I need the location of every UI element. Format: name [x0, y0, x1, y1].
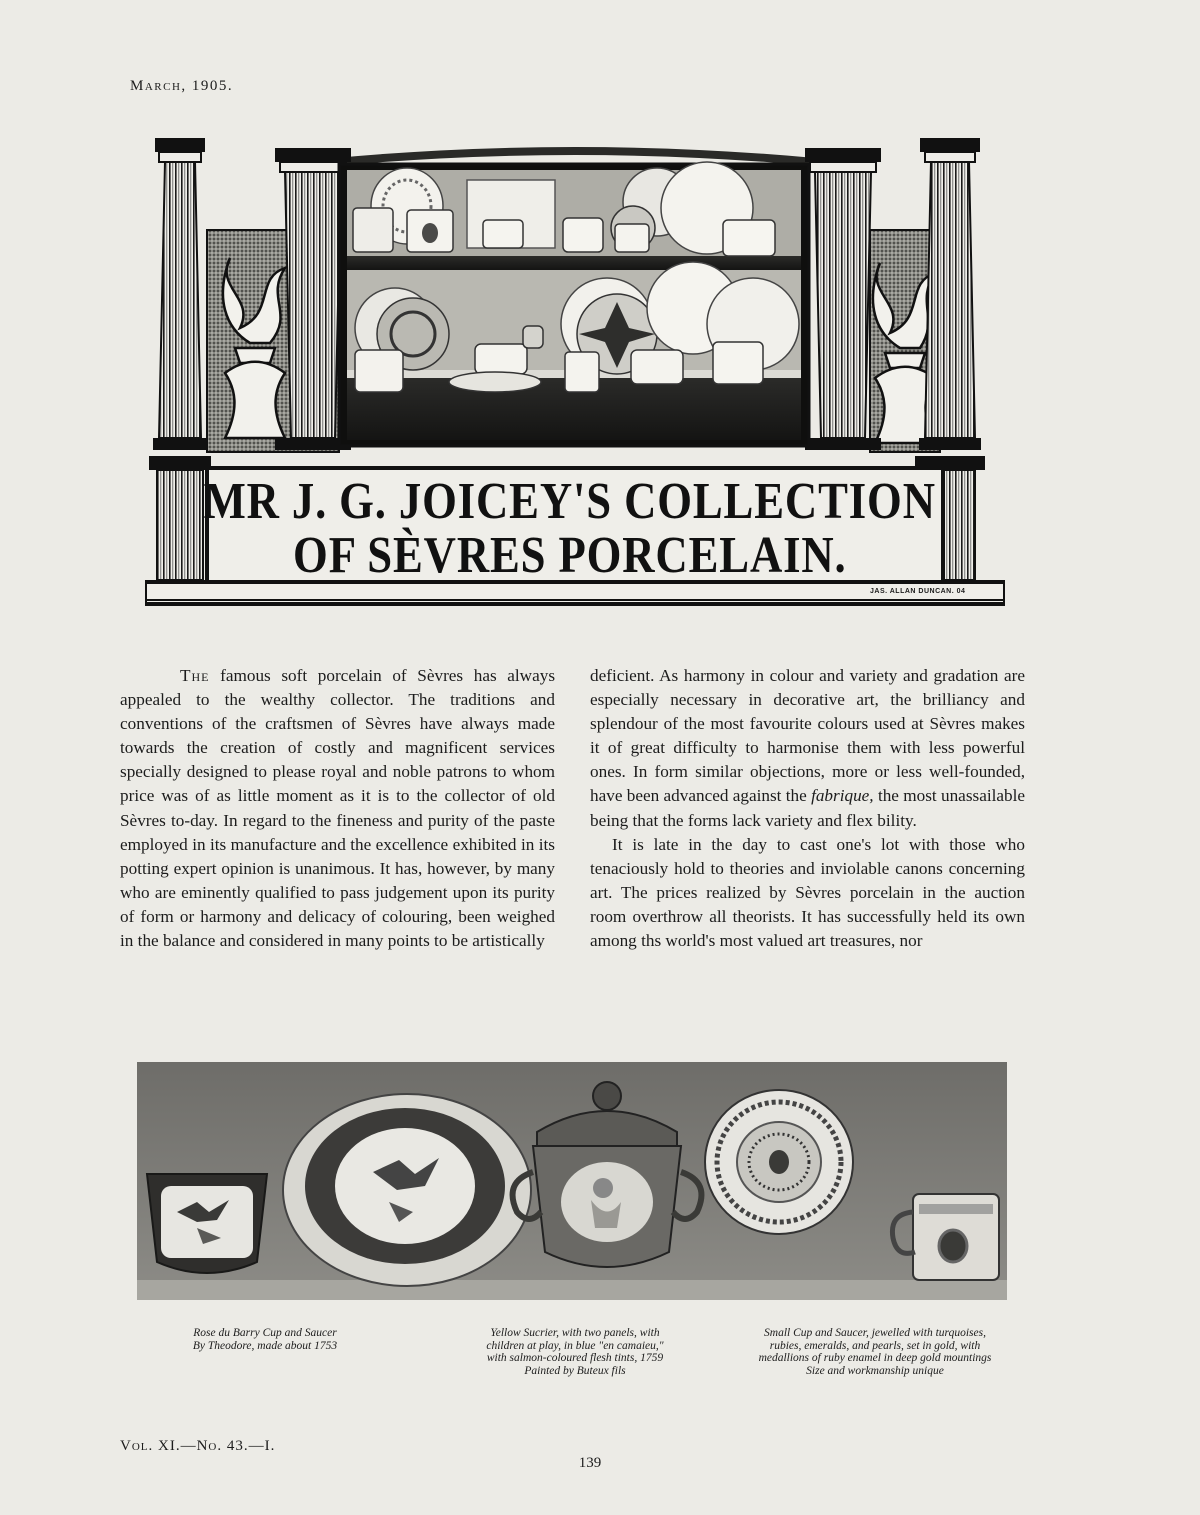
- caption-cup-and-saucer: [150, 1327, 380, 1352]
- paragraph-text: the most unassailable being that the forms lack variety and flex bility.: [590, 786, 1025, 830]
- caption-line: Rose du Barry Cup and Saucer: [193, 1327, 337, 1339]
- rose-du-barry-cup: [147, 1174, 267, 1273]
- caption-line: children at play, in blue "en camaieu,": [486, 1339, 664, 1352]
- caption-line: Yellow Sucrier, with two panels, with: [490, 1327, 660, 1339]
- paragraph: [590, 833, 1025, 953]
- paragraph-text: It is late in the day to cast one's lot with those who tenaciously hold to theories and inviolable canons concerning art. The prices realized by Sèvres porcelain in the auction room overthrow all theorists. It has successfully held its own among ths world's most valued art treasures, nor: [590, 834, 1025, 951]
- caption-line: medallions of ruby enamel in deep gold mountings: [758, 1352, 992, 1364]
- rose-du-barry-saucer: [283, 1094, 531, 1286]
- caption-line: By Theodore, made about 1753: [192, 1339, 338, 1352]
- drop-word: The: [180, 666, 210, 685]
- page-number: 139: [578, 1455, 602, 1471]
- issue-date: March, 1905.: [130, 78, 234, 94]
- title-line-2: OF SÈVRES PORCELAIN.: [293, 527, 847, 584]
- cabinet-photo: [339, 162, 809, 446]
- jewelled-saucer: [705, 1090, 853, 1234]
- volume-number: Vol. XI.—No. 43.—I.: [120, 1438, 276, 1454]
- paragraph-text: deficient. As harmony in colour and variety and gradation are especially necessary in decorative art, the brilliancy and splendour of the most favourite colours used at Sèvres makes it of great difficulty to harmonise them with less powerful ones. In form similar objections, more or less well-founded, have been advanced against the: [590, 666, 1025, 806]
- caption-sucrier: [440, 1327, 710, 1377]
- artist-credit: JAS. ALLAN DUNCAN. 04: [870, 588, 966, 595]
- paragraph: [590, 664, 1025, 833]
- paragraph: [120, 664, 555, 953]
- caption-line: Small Cup and Saucer, jewelled with turquoises,: [764, 1327, 986, 1339]
- caption-line: rubies, emeralds, and pearls, set in gold, with: [769, 1339, 981, 1352]
- porcelain-photo: [137, 1062, 1007, 1300]
- article-title: [203, 470, 937, 588]
- article-column-left: [120, 664, 555, 953]
- caption-line: Size and workmanship unique: [806, 1364, 944, 1377]
- italic-term: fabrique,: [811, 786, 874, 806]
- title-line-1: MR J. G. JOICEY'S COLLECTION: [203, 473, 937, 530]
- column-left-outer: [149, 138, 211, 580]
- caption-jewelled-cup: [710, 1327, 1040, 1377]
- article-column-right: [590, 664, 1025, 953]
- paragraph-text: famous soft porcelain of Sèvres has always appealed to the wealthy collector. The traditions and conventions of the craftsmen of Sèvres have always made towards the creation of costly and magnificent services specially designed to please royal and noble patrons to whom price was of as little moment as it is to the collector of old Sèvres to-day. In regard to the fineness and purity of the paste employed in its manufacture and the excellence exhibited in its potting expert opinion is unanimous. It has, however, by many who are eminently qualified to pass judgement upon its purity of form or harmony and delicacy of colouring, been weighed in the balance and considered in many points to be artistically: [120, 666, 556, 951]
- caption-line: with salmon-coloured flesh tints, 1759: [486, 1352, 664, 1364]
- caption-line: Painted by Buteux fils: [524, 1364, 626, 1377]
